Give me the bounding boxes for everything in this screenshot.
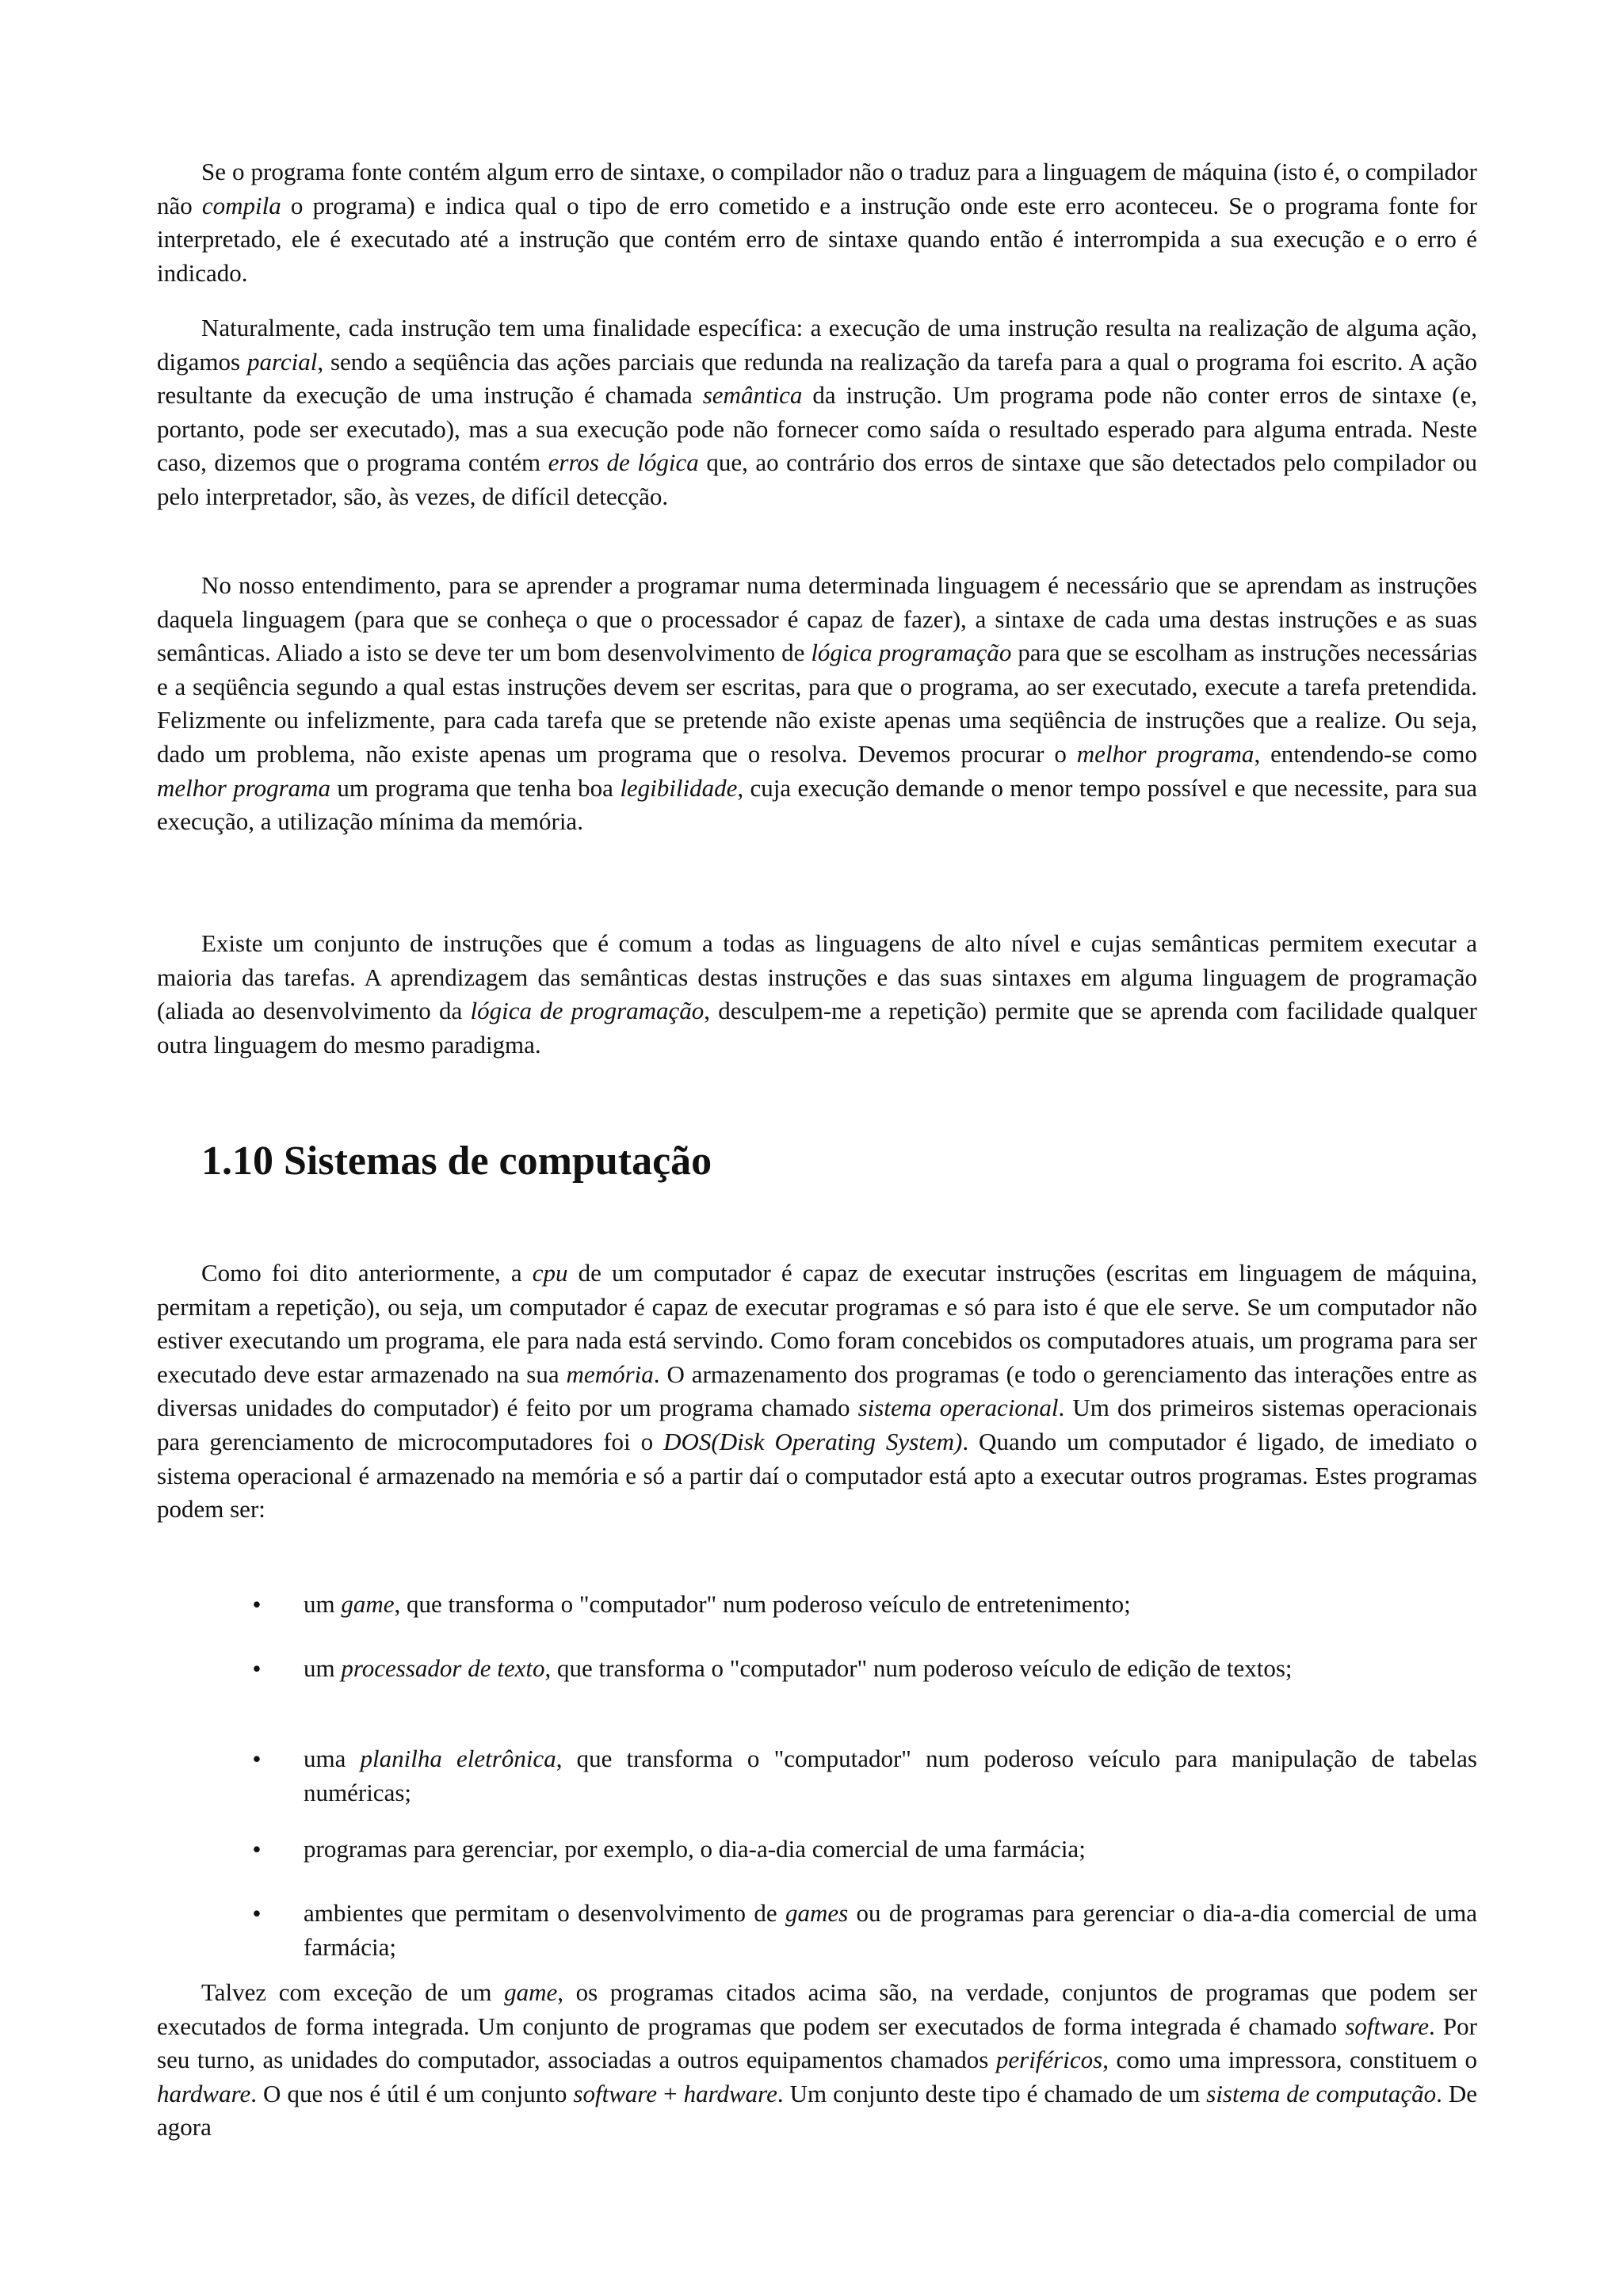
emphasized-text: game (341, 1590, 395, 1618)
text-run: . O armazenamento dos programas (e todo o gerenciamento das interações entre as diversas unidades do computador) é feito por um programa chamado (157, 1360, 1477, 1422)
emphasized-text: hardware (683, 2079, 777, 2107)
text-run: ambientes que permitam o desenvolvimento de (304, 1899, 785, 1927)
emphasized-text: planilha eletrônica (360, 1745, 556, 1772)
paragraph-learning-programming (157, 569, 1477, 839)
text-run: um programa que tenha boa (330, 773, 621, 802)
paragraph-semantics (157, 311, 1477, 514)
text-run: , como uma impressora, constituem o (1102, 2046, 1477, 2074)
text-run: , sendo a seqüência das ações parciais que redunda na realização da tarefa para a qual o programa foi escrito. A ação resultante da execução de uma instrução é chamada (157, 347, 1477, 410)
list-item-text (304, 1742, 1477, 1810)
bullet-icon: • (252, 1745, 262, 1773)
paragraph-software-hardware (157, 1976, 1477, 2145)
emphasized-text: hardware (157, 2079, 251, 2107)
bullet-icon: • (252, 1835, 262, 1863)
text-run: um (304, 1654, 342, 1682)
text-run: para que se escolham as instruções necessárias e a seqüência segundo a qual estas instruções devem ser escritas, para que o programa, ao ser executado, execute a tarefa pretendida. Felizmente ou infelizmente, para cada tarefa que se pretende não existe apenas uma seqüência de instruções que a realize. Ou seja, dado um problema, não existe apenas um programa que o resolva. Devemos procurar o (157, 639, 1478, 768)
emphasized-text: melhor programa (1076, 739, 1254, 768)
paragraph-syntax-errors (157, 155, 1477, 290)
text-run: , desculpem-me a repetição) permite que se aprenda com facilidade qualquer outra linguagem do mesmo paradigma. (157, 997, 1477, 1058)
text-run: programas para gerenciar, por exemplo, o dia-a-dia comercial de uma farmácia; (304, 1835, 1086, 1863)
emphasized-text: DOS(Disk Operating System) (663, 1427, 963, 1455)
section-heading: 1.10 Sistemas de computação (201, 1138, 712, 1184)
text-run: Como foi dito anteriormente, a (201, 1259, 533, 1287)
list-item (157, 1652, 1477, 1686)
text-run: de um computador é capaz de executar instruções (escritas em linguagem de máquina, permitam a repetição), ou seja, um computador é capaz de executar programas e só para isto é que ele serve. Se um computador não estiver executando um programa, ele para nada está servindo. Como foram concebidos os computadores atuais, um programa para ser executado deve estar armazenado na sua (157, 1259, 1477, 1388)
emphasized-text: game (504, 1978, 558, 2006)
text-run: . De agora (157, 2079, 1477, 2142)
text-run: ou de programas para gerenciar o dia-a-dia comercial de uma farmácia; (304, 1899, 1477, 1961)
list-item (157, 1833, 1477, 1867)
bullet-icon: • (252, 1654, 262, 1683)
emphasized-text: games (785, 1899, 849, 1927)
text-run: . Quando um computador é ligado, de imediato o sistema operacional é armazenado na memória e só a partir daí o computador está apto a executar outros programas. Estes programas podem ser: (157, 1427, 1477, 1524)
list-item-text (304, 1833, 1477, 1867)
text-run: , que transforma o "computador" num poderoso veículo para manipulação de tabelas numéricas; (304, 1745, 1478, 1806)
list-item (157, 1588, 1477, 1622)
emphasized-text: erros de lógica (548, 448, 699, 477)
bullet-icon: • (252, 1590, 262, 1619)
text-run: No nosso entendimento, para se aprender a programar numa determinada linguagem é necessário que se aprendam as instruções daquela linguagem (para que se conheça o que o processador é capaz de fazer), a sintaxe de cada uma destas instruções e as suas semânticas. Aliado a isto se deve ter um bom desenvolvimento de (157, 571, 1477, 667)
text-run: Naturalmente, cada instrução tem uma finalidade específica: a execução de uma instrução resulta na realização de alguma ação, digamos (157, 314, 1477, 376)
text-run: que, ao contrário dos erros de sintaxe que são detectados pelo compilador ou pelo interpretador, são, às vezes, de difícil detecção. (157, 448, 1477, 510)
text-run: da instrução. Um programa pode não conter erros de sintaxe (e, portanto, pode ser executado), mas a sua execução pode não fornecer como saída o resultado esperado para alguma entrada. Neste caso, dizemos que o programa contém (157, 381, 1478, 477)
emphasized-text: melhor programa (157, 773, 331, 802)
emphasized-text: parcial (246, 347, 318, 376)
text-run: um (304, 1590, 342, 1618)
emphasized-text: periféricos (995, 2046, 1103, 2074)
emphasized-text: sistema de computação (1206, 2079, 1437, 2107)
text-run: + (657, 2079, 684, 2107)
list-item-text (304, 1588, 1477, 1622)
text-run: o programa) e indica qual o tipo de erro cometido e a instrução onde este erro aconteceu. Se o programa fonte for interpretado, ele é executado até a instrução que contém erro de sintaxe quando então é interrompida a sua execução e o erro é indicado. (157, 191, 1477, 287)
emphasized-text: semântica (702, 381, 803, 410)
text-run: Existe um conjunto de instruções que é comum a todas as linguagens de alto nível e cujas semânticas permitem executar a maioria das tarefas. A aprendizagem das semânticas destas instruções e das suas sintaxes em alguma linguagem de programação (aliada ao desenvolvimento da (157, 929, 1477, 1025)
text-run: , que transforma o "computador" num poderoso veículo de edição de textos; (544, 1654, 1293, 1682)
emphasized-text: compila (201, 191, 281, 219)
text-run: uma (304, 1745, 361, 1772)
text-run: , que transforma o "computador" num poderoso veículo de entretenimento; (394, 1590, 1131, 1618)
text-run: Se o programa fonte contém algum erro de sintaxe, o compilador não o traduz para a linguagem de máquina (isto é, o compilador não (157, 158, 1477, 219)
text-run: Talvez com exceção de um (201, 1978, 505, 2006)
emphasized-text: cpu (532, 1259, 568, 1287)
text-run: . O que nos é útil é um conjunto (250, 2079, 574, 2107)
text-run: . Um dos primeiros sistemas operacionais para gerenciamento de microcomputadores foi o (157, 1394, 1477, 1455)
list-item-text (304, 1652, 1477, 1686)
text-run: . Por seu turno, as unidades do computador, associadas a outros equipamentos chamados (157, 2012, 1477, 2074)
text-run: . Um conjunto deste tipo é chamado de um (777, 2079, 1207, 2107)
emphasized-text: processador de texto (341, 1654, 545, 1682)
emphasized-text: sistema operacional (857, 1394, 1059, 1422)
emphasized-text: software (1345, 2012, 1429, 2040)
paragraph-computer-systems (157, 1257, 1477, 1527)
emphasized-text: lógica programação (811, 639, 1012, 667)
bullet-icon: • (252, 1899, 262, 1928)
text-run: , os programas citados acima são, na verdade, conjuntos de programas que podem ser executados de forma integrada. Um conjunto de programas que podem ser executados de forma integrada é chamado (157, 1978, 1477, 2040)
emphasized-text: legibilidade (620, 773, 738, 802)
emphasized-text: memória (566, 1360, 654, 1388)
list-item (157, 1897, 1477, 1964)
paragraph-common-instructions (157, 927, 1477, 1062)
list-item-text (304, 1897, 1477, 1964)
text-run: , cuja execução demande o menor tempo possível e que necessite, para sua execução, a utilização mínima da memória. (157, 773, 1477, 836)
emphasized-text: lógica de programação (470, 997, 705, 1025)
text-run: , entendendo-se como (1254, 739, 1477, 768)
emphasized-text: software (573, 2079, 658, 2107)
list-item (157, 1742, 1477, 1810)
